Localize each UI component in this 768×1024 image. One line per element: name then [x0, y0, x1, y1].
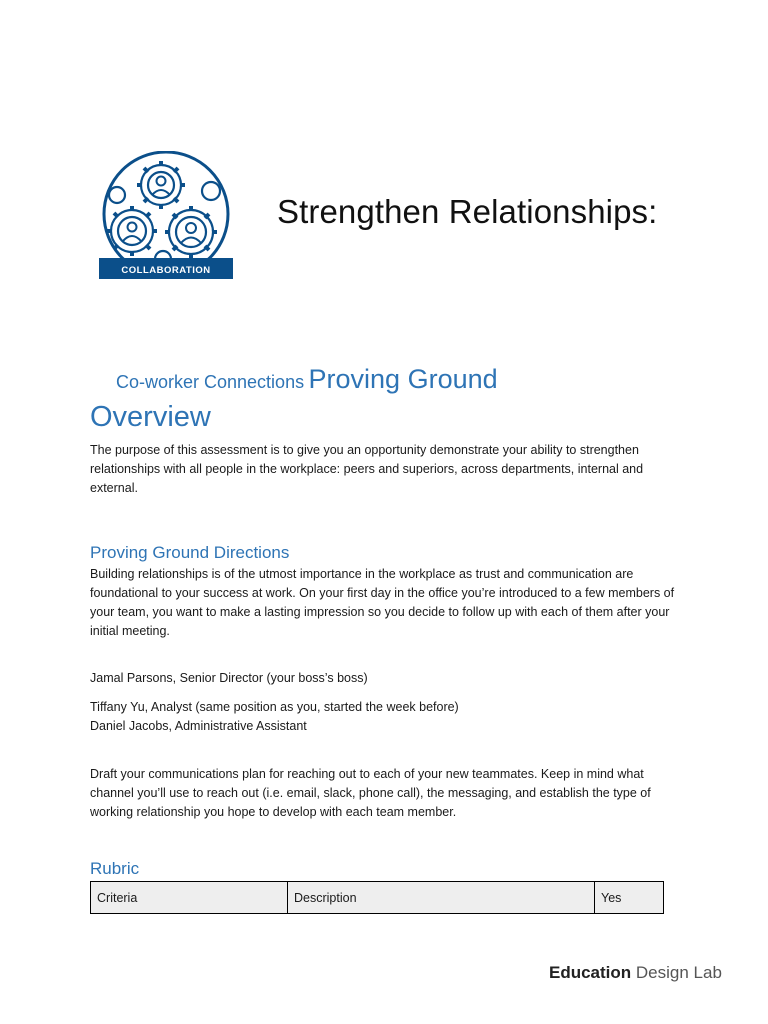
subtitle-large: Proving Ground	[308, 364, 498, 394]
subtitle	[116, 364, 498, 395]
page-title: Strengthen Relationships:	[277, 193, 658, 230]
directions-heading: Proving Ground Directions	[90, 543, 290, 562]
rubric-table	[90, 881, 664, 914]
person-item: Jamal Parsons, Senior Director (your boss’s boss)	[90, 671, 368, 685]
person-item: Daniel Jacobs, Administrative Assistant	[90, 719, 307, 733]
table-header-row	[91, 882, 664, 914]
rubric-heading: Rubric	[90, 859, 140, 878]
collaboration-gears-icon	[99, 151, 233, 281]
badge-label: COLLABORATION	[121, 265, 211, 276]
column-header-description: Description	[288, 882, 595, 914]
subtitle-small: Co-worker Connections	[116, 372, 305, 392]
directions-task: Draft your communications plan for reaching out to each of your new teammates. Keep in mind what channel you’ll use to reach out (i.e. email, slack, phone call), the messaging, and establish the type of working relationship you hope to develop with each team member.	[90, 767, 651, 819]
collaboration-badge	[99, 151, 233, 281]
column-header-criteria: Criteria	[91, 882, 288, 914]
overview-body: The purpose of this assessment is to give you an opportunity demonstrate your ability to strengthen relationships with all people in the workplace: peers and superiors, across departments, internal and external.	[90, 443, 644, 495]
directions-body: Building relationships is of the utmost importance in the workplace as trust and communication are foundational to your success at work. On your first day in the office you’re introduced to a few members of your team, you want to make a lasting impression so you decide to follow up with each of them after your initial meeting.	[90, 567, 675, 638]
person-item: Tiffany Yu, Analyst (same position as you, started the week before)	[90, 700, 459, 714]
column-header-yes: Yes	[595, 882, 664, 914]
education-design-lab-logo	[549, 963, 722, 983]
logo-bold-text: Education	[549, 963, 632, 982]
overview-heading: Overview	[90, 401, 211, 433]
logo-light-text: Design Lab	[635, 963, 722, 982]
